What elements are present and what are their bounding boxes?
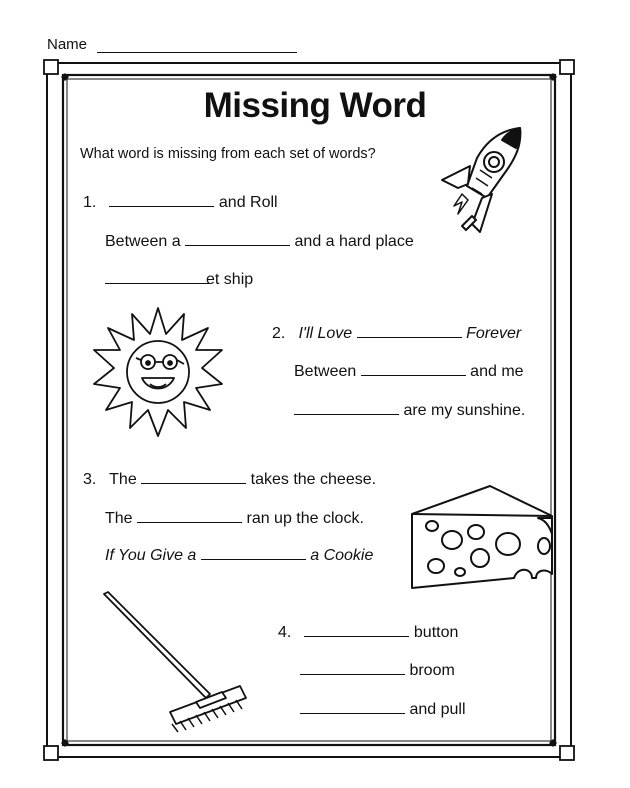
sun-illustration <box>92 306 224 438</box>
q1-blank-3[interactable] <box>105 270 210 284</box>
q1-text: and a hard place <box>294 233 414 250</box>
q2-number: 2. <box>272 325 286 342</box>
q4-text: broom <box>409 662 455 679</box>
q4-blank-2[interactable] <box>300 661 405 675</box>
q1-blank-2[interactable] <box>185 232 290 246</box>
q1-blank-1[interactable] <box>109 193 214 207</box>
q2-line-3 <box>294 401 525 420</box>
q2-line-1 <box>272 324 521 343</box>
q3-number: 3. <box>83 471 97 488</box>
q1-text: and Roll <box>218 194 278 211</box>
q2-text: Forever <box>466 325 522 342</box>
q3-text: ran up the clock. <box>246 510 364 527</box>
q2-text: I'll Love <box>298 325 353 342</box>
q1-text: et ship <box>206 271 254 288</box>
q1-text: Between a <box>105 233 181 250</box>
name-label: Name <box>47 36 88 53</box>
q3-text: If You Give a <box>105 547 197 564</box>
q4-blank-1[interactable] <box>304 623 409 637</box>
q3-blank-1[interactable] <box>141 470 246 484</box>
q3-text: The <box>105 510 133 527</box>
q3-line-3 <box>105 546 373 565</box>
q4-number: 4. <box>278 624 292 641</box>
q2-text: and me <box>470 363 524 380</box>
name-row <box>47 36 297 53</box>
q3-text: a Cookie <box>310 547 374 564</box>
broom-illustration <box>100 590 250 732</box>
q3-blank-3[interactable] <box>201 546 306 560</box>
q2-blank-1[interactable] <box>357 324 462 338</box>
q2-text: Between <box>294 363 357 380</box>
q4-blank-3[interactable] <box>300 700 405 714</box>
name-field[interactable] <box>97 38 297 53</box>
q3-line-1 <box>83 470 376 489</box>
q3-text: takes the cheese. <box>250 471 377 488</box>
q2-blank-2[interactable] <box>361 362 466 376</box>
q3-text: The <box>109 471 137 488</box>
page-title: Missing Word <box>203 86 427 125</box>
q1-number: 1. <box>83 194 97 211</box>
q3-line-2 <box>105 509 364 528</box>
q2-blank-3[interactable] <box>294 401 399 415</box>
q4-line-1 <box>278 623 458 642</box>
q1-line-1 <box>83 193 278 212</box>
q4-text: and pull <box>409 701 466 718</box>
instructions: What word is missing from each set of words? <box>80 146 376 162</box>
q3-blank-2[interactable] <box>137 509 242 523</box>
q1-line-2 <box>105 232 414 251</box>
cheese-illustration <box>408 484 554 588</box>
q1-line-3 <box>105 270 253 289</box>
rocket-illustration <box>432 124 532 244</box>
q4-text: button <box>413 624 459 641</box>
q4-line-3 <box>300 700 466 719</box>
q2-line-2 <box>294 362 524 381</box>
q4-line-2 <box>300 661 455 680</box>
q2-text: are my sunshine. <box>403 402 526 419</box>
